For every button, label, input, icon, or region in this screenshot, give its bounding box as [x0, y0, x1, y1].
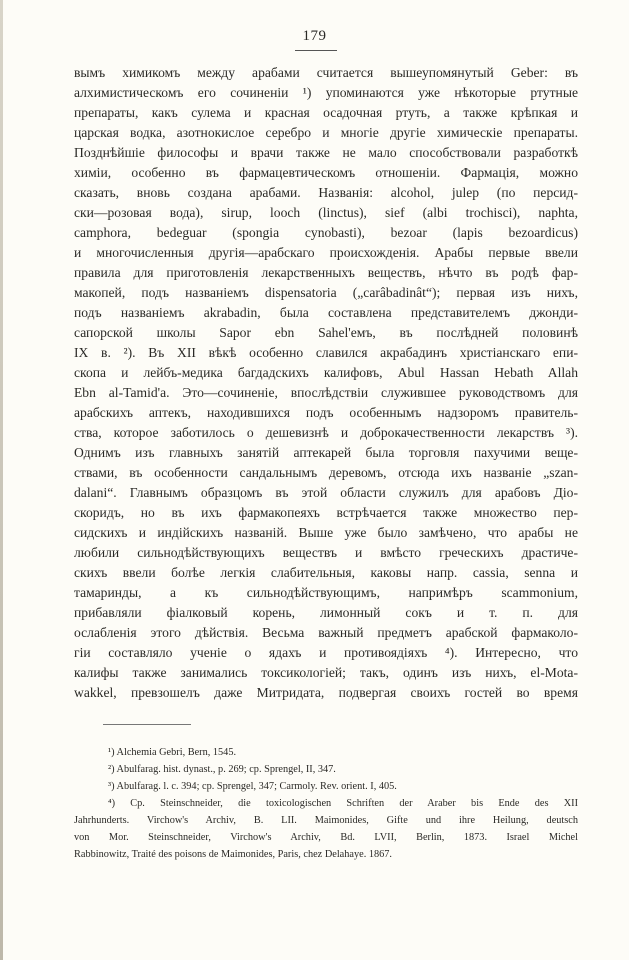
text-line: ства, которое заботилось о дешевизнѣ и доброкачественности лекарствъ ³). — [74, 425, 578, 440]
footnote-continuation: Rabbinowitz, Traité des poisons de Maimonides, Paris, chez Delahaye. 1867. — [74, 849, 393, 860]
text-line: царская водка, азотнокислое серебро и многіе другіе химическіе препараты. — [74, 125, 578, 140]
text-line: Однимъ изъ главныхъ занятій аптекарей была торговля пахучими веще- — [74, 445, 578, 460]
text-line: вымъ химикомъ между арабами считается вышеупомянутый Geber: въ — [74, 65, 578, 80]
text-line: арабскихъ аптекъ, находившихся подъ особеннымъ надзоромъ правитель- — [74, 405, 578, 420]
text-line: макопей, подъ названіемъ dispensatoria („carâbadinât“); первая изъ нихъ, — [74, 285, 578, 300]
text-line: препараты, какъ сулема и красная осадочная ртуть, а также крѣпкая и — [74, 105, 578, 120]
text-line: ствами, въ особенности сандальнымъ деревомъ, отсюда ихъ названіе „szan- — [74, 465, 578, 480]
footnote-continuation: Jahrhunderts. Virchow's Archiv, B. LII. Maimonides, Gifte und ihre Heilung, deutsch — [74, 815, 578, 826]
footnote: ²) Abulfarag. hist. dynast., p. 269; cp. Sprengel, II, 347. — [108, 764, 336, 775]
text-line: сапорской школы Sapor ebn Sahel'емъ, въ послѣдней половинѣ — [74, 325, 578, 340]
text-line: подъ названіемъ akrabadin, была составлена представителемъ джонди- — [74, 305, 578, 320]
text-line: алхимистическомъ его сочиненіи ¹) упоминаются уже нѣкоторые ртутные — [74, 85, 578, 100]
footnote: ⁴) Cp. Steinschneider, die toxicologischen Schriften der Araber bis Ende des XII — [108, 798, 578, 809]
text-line: сказать, вновь создана арабами. Названія: alcohol, julep (по персид- — [74, 185, 578, 200]
header-rule — [295, 50, 337, 51]
page-number: 179 — [302, 28, 327, 44]
text-line: скопа и лейбъ-медика багдадскихъ калифовъ, Abul Hassan Hebath Allah — [74, 365, 578, 380]
text-line: правила для приготовленія лекарственныхъ веществъ, нѣчто въ родѣ фар- — [74, 265, 578, 280]
text-line: и многочисленныя другія—арабскаго происхожденія. Арабы первые ввели — [74, 245, 578, 260]
text-line: скоридъ, но въ ихъ фармакопеяхъ встрѣчается также множество пер- — [74, 505, 578, 520]
text-line: калифы также занимались токсикологіей; такъ, одинъ изъ нихъ, el-Mota- — [74, 665, 578, 680]
text-line: любили сильнодѣйствующихъ веществъ и вмѣсто греческихъ драстиче- — [74, 545, 578, 560]
text-line: Позднѣйшіе философы и врачи также не мало способствовали разработкѣ — [74, 145, 578, 160]
text-line: ослабленія этого дѣйствія. Весьма важный предметъ арабской фармаколо- — [74, 625, 578, 640]
text-line: тамаринды, а къ сильнодѣйствующимъ, напримѣръ scammonium, — [74, 585, 578, 600]
footnote: ³) Abulfarag. l. c. 394; cp. Sprengel, 347; Carmoly. Rev. orient. I, 405. — [108, 781, 397, 792]
text-line: Ebn al-Tamid'а. Это—сочиненіе, впослѣдствіи служившее руководствомъ для — [74, 385, 578, 400]
text-line: гіи составляло ученіе о ядахъ и противоядіяхъ ⁴). Интересно, что — [74, 645, 578, 660]
text-line: ски—розовая вода), sirup, looch (linctus), sief (albi trochisci), naphta, — [74, 205, 578, 220]
footnote-continuation: von Mor. Steinschneider, Virchow's Archiv, Bd. LVII, Berlin, 1873. Israel Michel — [74, 832, 578, 843]
footnote: ¹) Alchemia Gebri, Bern, 1545. — [108, 747, 237, 758]
footnote-rule — [103, 724, 191, 725]
text-line: химіи, особенно въ фармацевтическомъ отношеніи. Фармація, можно — [74, 165, 578, 180]
body-text — [74, 63, 578, 703]
text-line: сидскихъ и индійскихъ названій. Выше уже было замѣчено, что арабы не — [74, 525, 578, 540]
text-line: скихъ ввели болѣе легкія слабительныя, каковы напр. cassia, senna и — [74, 565, 578, 580]
text-line: dalani“. Главнымъ образцомъ въ этой области служилъ для арабовъ Діо- — [74, 485, 578, 500]
text-line: wakkel, превзошелъ даже Митридата, подвергая своихъ гостей во время — [74, 685, 578, 700]
text-line: прибавляли фіалковый корень, лимонный сокъ и т. п. для — [74, 605, 578, 620]
footnotes — [74, 744, 578, 863]
text-line: IX в. ²). Въ XII вѣкѣ особенно славился акрабадинъ христіанскаго епи- — [74, 345, 578, 360]
text-line: camphora, bedeguar (spongia cynobasti), bezoar (lapis bezoardicus) — [74, 225, 578, 240]
